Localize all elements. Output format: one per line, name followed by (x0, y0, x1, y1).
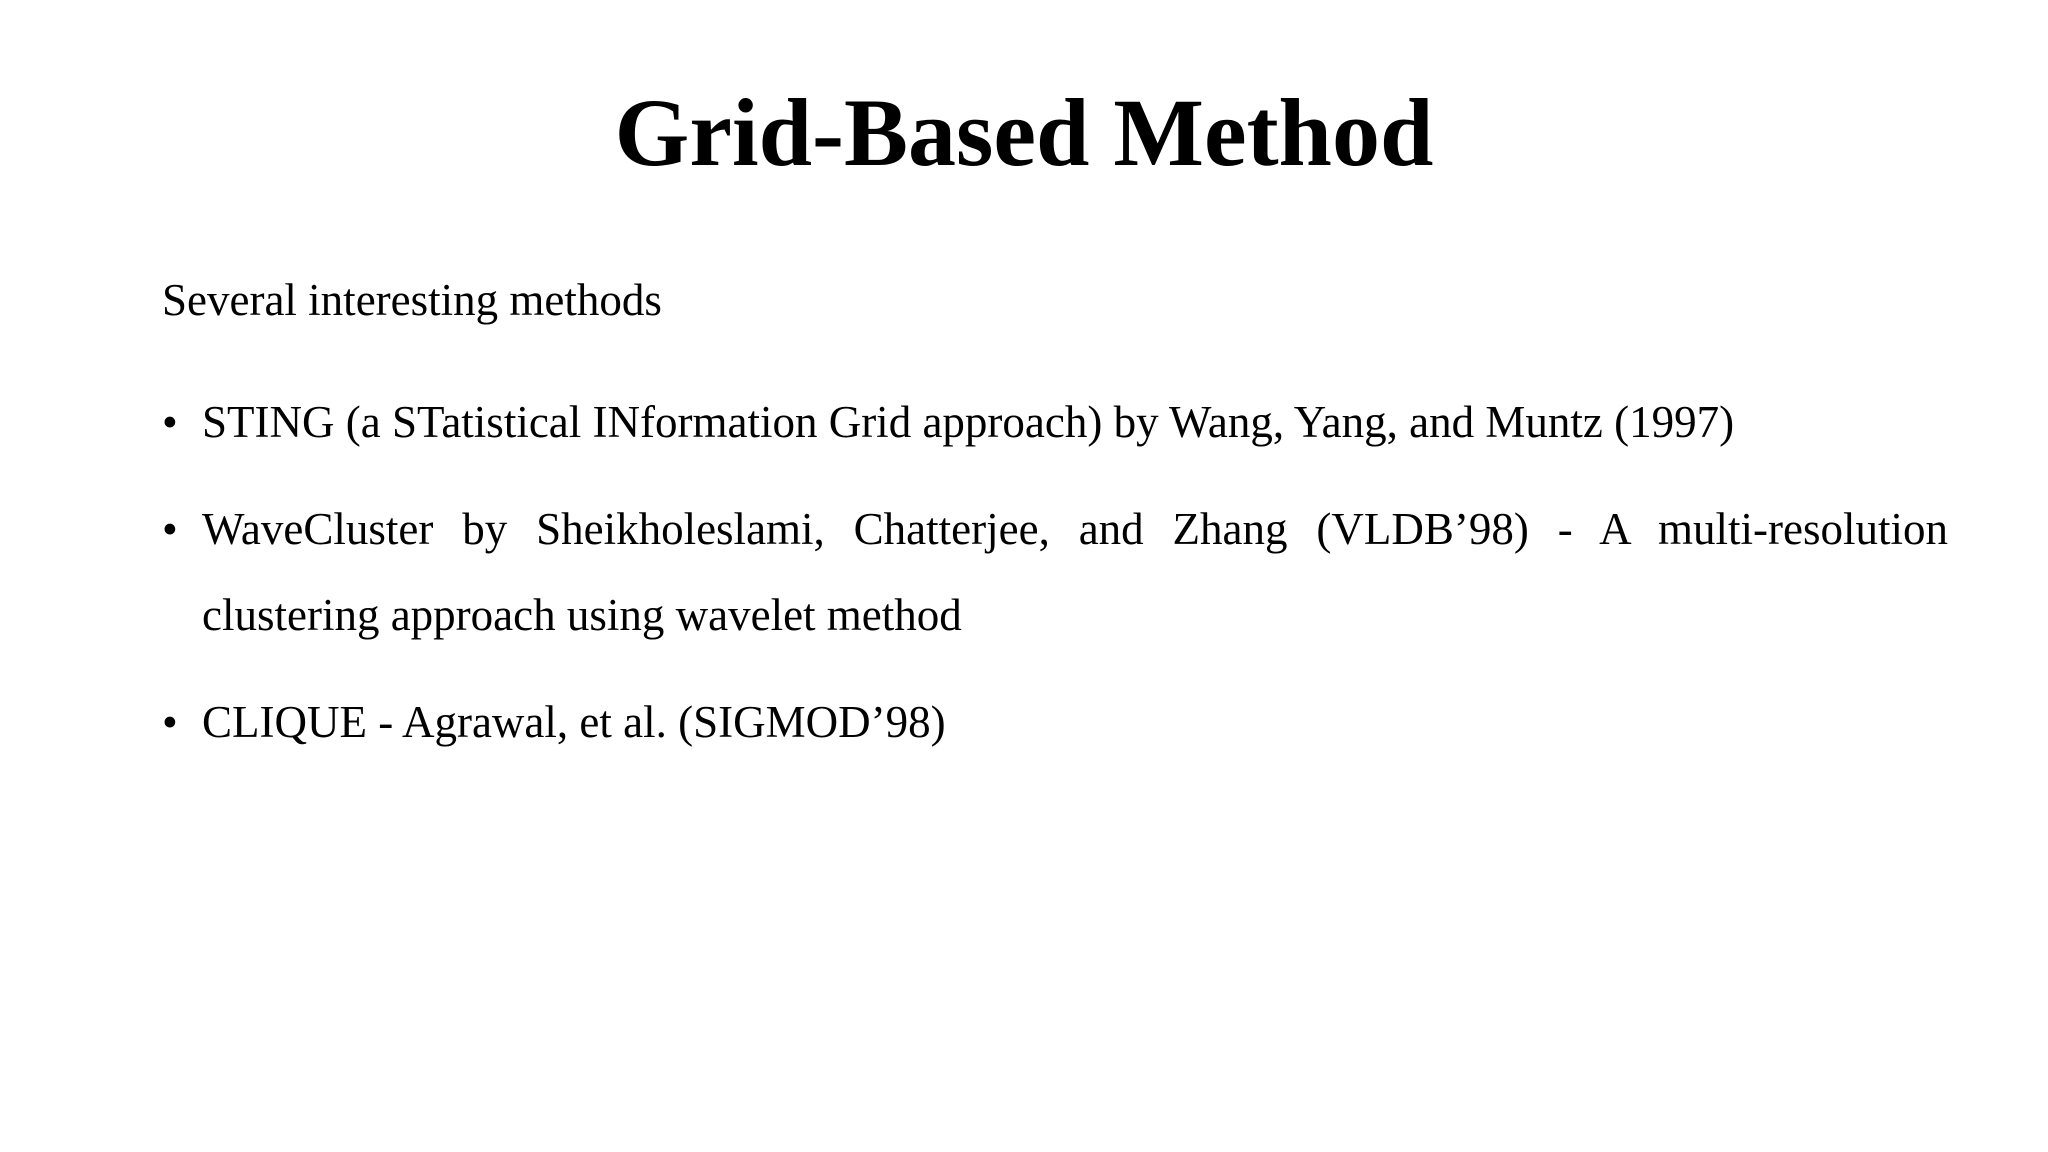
bullet-icon: • (162, 504, 178, 554)
bullet-list (162, 379, 1948, 765)
bullet-item-clique (162, 679, 1948, 765)
slide-title: Grid-Based Method (614, 79, 1434, 186)
bullet-icon: • (162, 397, 178, 447)
bullet-text: STING (a STatistical INformation Grid approach) by Wang, Yang, and Muntz (1997) (202, 397, 1735, 447)
slide-content (162, 272, 1948, 765)
bullet-text: WaveCluster by Sheikholeslami, Chatterjee, and Zhang (VLDB’98) - A multi-resolution clustering approach using wavelet method (202, 504, 1948, 640)
intro-text: Several interesting methods (162, 275, 662, 325)
bullet-icon: • (162, 697, 178, 747)
bullet-text: CLIQUE - Agrawal, et al. (SIGMOD’98) (202, 697, 946, 747)
bullet-item-wavecluster (162, 486, 1948, 658)
bullet-item-sting (162, 379, 1948, 465)
